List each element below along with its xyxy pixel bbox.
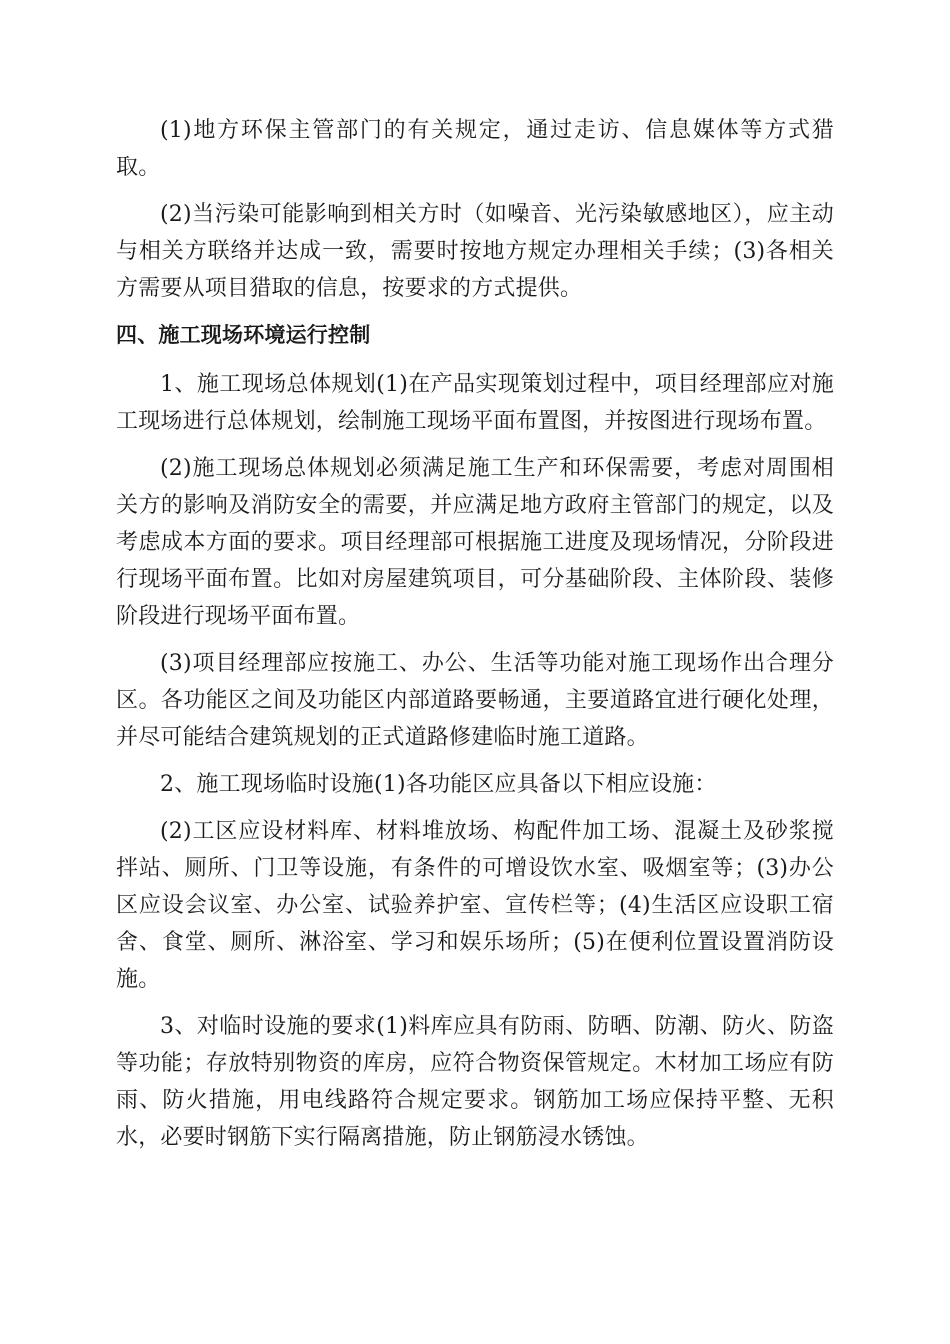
section-paragraph-6: 3、对临时设施的要求(1)料库应具有防雨、防晒、防潮、防火、防盗等功能；存放特别物资的库房，应符合物资保管规定。木材加工场应有防雨、防火措施，用电线路符合规定要求。钢筋加工场应保持平整、无积水，必要时钢筋下实行隔离措施，防止钢筋浸水锈蚀。: [116, 1014, 834, 1150]
section-heading: 四、施工现场环境运行控制: [116, 323, 371, 347]
paragraph-2: (2)当污染可能影响到相关方时（如噪音、光污染敏感地区），应主动与相关方联络并达成一致，需要时按地方规定办理相关手续；(3)各相关方需要从项目猎取的信息，按要求的方式提供。: [116, 202, 834, 301]
section-paragraph-3: (3)项目经理部应按施工、办公、生活等功能对施工现场作出合理分区。各功能区之间及功能区内部道路要畅通，主要道路宜进行硬化处理，并尽可能结合建筑规划的正式道路修建临时施工道路。: [116, 651, 834, 750]
section-paragraph-4: 2、施工现场临时设施(1)各功能区应具备以下相应设施：: [160, 772, 717, 797]
document-page: [116, 112, 834, 1166]
paragraph-1: (1)地方环保主管部门的有关规定，通过走访、信息媒体等方式猎取。: [116, 118, 834, 180]
section-paragraph-5: (2)工区应设材料库、材料堆放场、构配件加工场、混凝土及砂浆搅拌站、厕所、门卫等设施，有条件的可增设饮水室、吸烟室等；(3)办公区应设会议室、办公室、试验养护室、宣传栏等；(4)生活区应设职工宿舍、食堂、厕所、淋浴室、学习和娱乐场所；(5)在便利位置设置消防设施。: [116, 819, 834, 992]
section-paragraph-1: 1、施工现场总体规划(1)在产品实现策划过程中，项目经理部应对施工现场进行总体规划，绘制施工现场平面布置图，并按图进行现场布置。: [116, 372, 834, 434]
section-paragraph-2: (2)施工现场总体规划必须满足施工生产和环保需要，考虑对周围相关方的影响及消防安全的需要，并应满足地方政府主管部门的规定，以及考虑成本方面的要求。项目经理部可根据施工进度及现场情况，分阶段进行现场平面布置。比如对房屋建筑项目，可分基础阶段、主体阶段、装修阶段进行现场平面布置。: [116, 456, 834, 629]
